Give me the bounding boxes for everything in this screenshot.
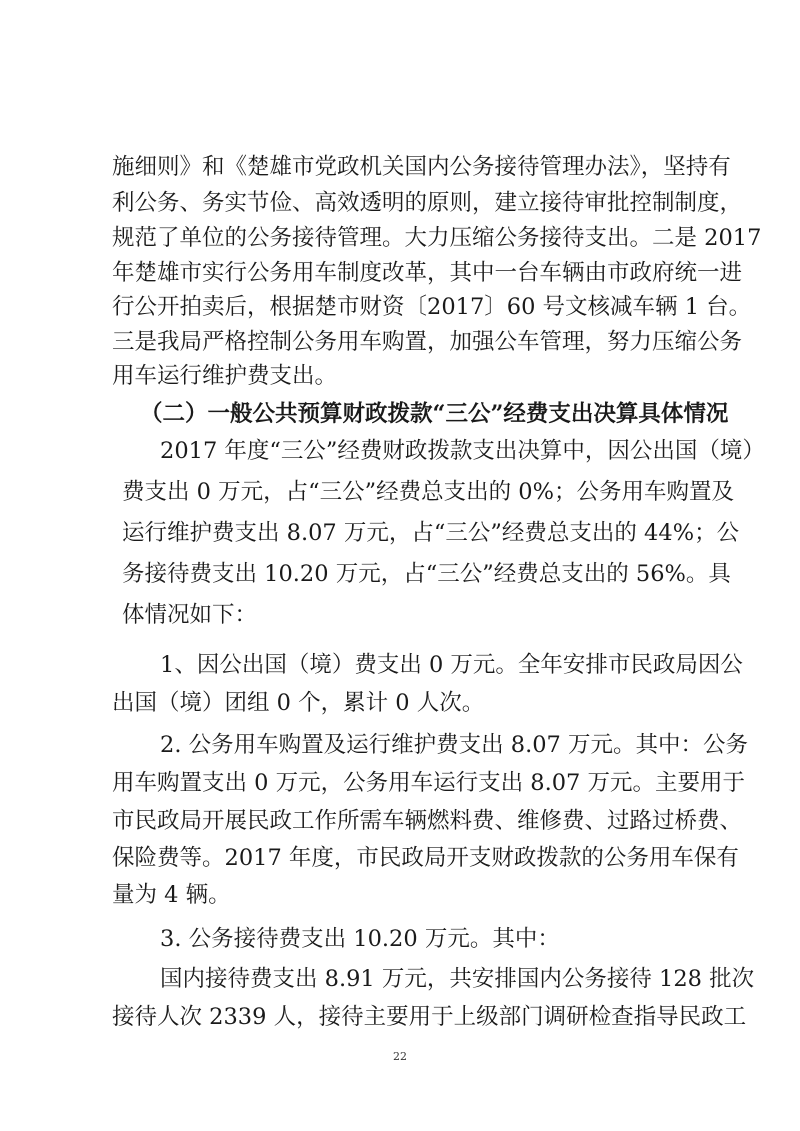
body-text-line: 1、因公出国（境）费支出 0 万元。全年安排市民政局因公 <box>160 652 743 678</box>
body-text-line: 2. 公务用车购置及运行维护费支出 8.07 万元。其中：公务 <box>160 732 749 758</box>
body-text-line: 运行维护费支出 8.07 万元，占“三公”经费总支出的 44%；公 <box>122 520 740 546</box>
body-text-line: 2017 年度“三公”经费财政拨款支出决算中，因公出国（境） <box>160 438 765 464</box>
body-text-line: 三是我局严格控制公务用车购置，加强公车管理，努力压缩公务 <box>112 329 743 355</box>
body-text-line: 量为 4 辆。 <box>112 882 231 908</box>
body-text-line: 用车购置支出 0 万元，公务用车运行支出 8.07 万元。主要用于 <box>112 770 746 796</box>
body-text-line: 国内接待费支出 8.91 万元，共安排国内公务接待 128 批次 <box>160 966 755 992</box>
body-text-line: 出国（境）团组 0 个，累计 0 人次。 <box>112 690 485 716</box>
body-text-line: 费支出 0 万元，占“三公”经费总支出的 0%；公务用车购置及 <box>122 479 734 505</box>
body-text-line: 保险费等。2017 年度，市民政局开支财政拨款的公务用车保有 <box>112 845 739 871</box>
body-text-line: 行公开拍卖后，根据楚市财资〔2017〕60 号文核减车辆 1 台。 <box>112 294 752 320</box>
body-text-line: 规范了单位的公务接待管理。大力压缩公务接待支出。二是 2017 <box>112 225 762 251</box>
body-text-line: 施细则》和《楚雄市党政机关国内公务接待管理办法》，坚持有 <box>112 154 731 180</box>
body-text-line: 用车运行维护费支出。 <box>112 363 338 389</box>
body-text-line: 利公务、务实节俭、高效透明的原则，建立接待审批控制制度， <box>112 190 743 216</box>
body-text-line: 3. 公务接待费支出 10.20 万元。其中： <box>160 926 560 952</box>
body-text-line: 体情况如下： <box>122 602 258 628</box>
page-number: 22 <box>393 1050 407 1063</box>
body-text-line: 接待人次 2339 人，接待主要用于上级部门调研检查指导民政工 <box>112 1004 747 1030</box>
body-text-line: 务接待费支出 10.20 万元，占“三公”经费总支出的 56%。具 <box>122 561 731 587</box>
body-text-line: 市民政局开展民政工作所需车辆燃料费、维修费、过路过桥费、 <box>112 808 743 834</box>
section-heading: （二）一般公共预算财政拨款“三公”经费支出决算具体情况 <box>140 401 729 427</box>
body-text-line: 年楚雄市实行公务用车制度改革，其中一台车辆由市政府统一进 <box>112 260 743 286</box>
